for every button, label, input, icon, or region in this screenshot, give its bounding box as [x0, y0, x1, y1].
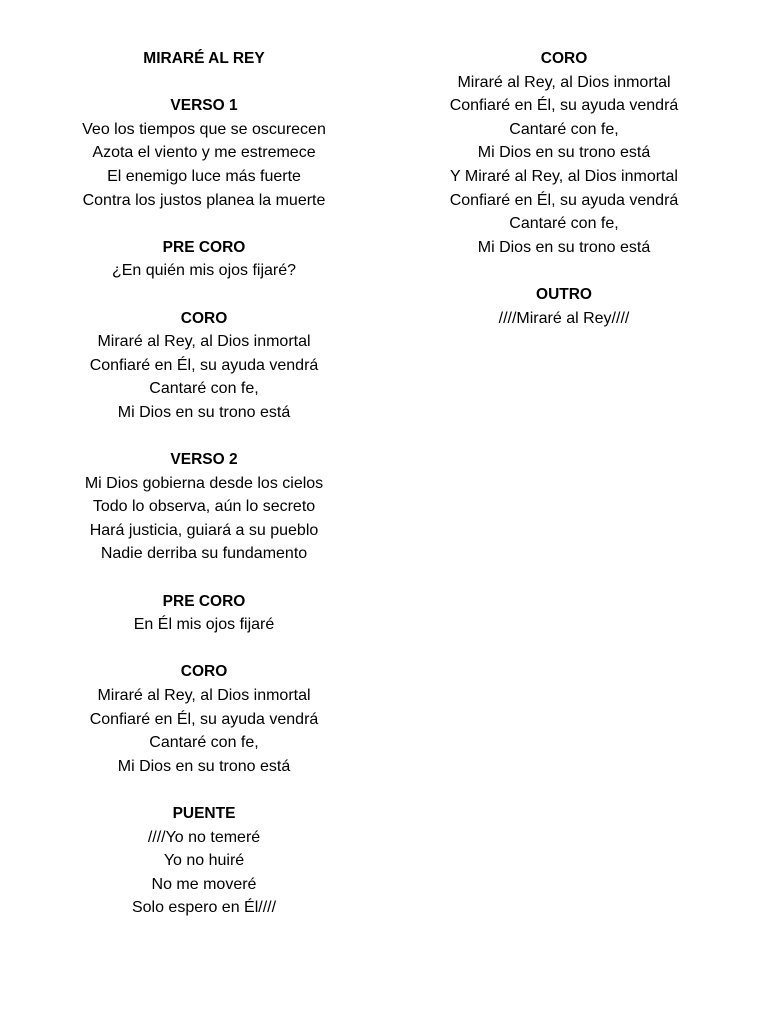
spacer [54, 71, 354, 95]
left-column [54, 47, 354, 920]
lyric-line: Solo espero en Él//// [131, 899, 277, 917]
lyric-line: Confiaré en Él, su ayuda vendrá [449, 191, 679, 209]
spacer [54, 425, 354, 449]
section-coro-1 [54, 307, 354, 425]
lyric-line: Cantaré con fe, [509, 215, 619, 233]
section-heading: CORO [180, 663, 228, 681]
spacer [54, 212, 354, 236]
lyric-line: Azota el viento y me estremece [92, 144, 316, 162]
lyric-line: ¿En quién mis ojos fijaré? [111, 262, 297, 280]
section-pre-coro-2 [54, 590, 354, 637]
lyric-line: Cantaré con fe, [149, 380, 259, 398]
section-coro-2 [54, 660, 354, 778]
section-heading: VERSO 2 [170, 451, 238, 469]
spacer [54, 283, 354, 307]
lyric-line: Miraré al Rey, al Dios inmortal [457, 73, 671, 91]
lyric-line: Mi Dios en su trono está [477, 144, 651, 162]
right-column [414, 47, 714, 330]
section-heading: PUENTE [172, 805, 236, 822]
section-coro-3 [414, 47, 714, 259]
section-heading: VERSO 1 [170, 97, 238, 115]
lyric-line: ////Miraré al Rey//// [498, 309, 630, 327]
spacer [54, 566, 354, 590]
section-outro [414, 283, 714, 330]
section-heading: OUTRO [536, 285, 592, 303]
lyric-line: Confiaré en Él, su ayuda vendrá [449, 97, 679, 115]
song-title: MIRARÉ AL REY [143, 50, 265, 67]
lyric-line: Cantaré con fe, [149, 734, 259, 752]
lyric-line: Mi Dios en su trono está [117, 757, 291, 775]
lyric-line: Yo no huiré [163, 852, 245, 870]
lyric-line: Hará justicia, guiará a su pueblo [89, 521, 319, 539]
section-pre-coro-1 [54, 236, 354, 283]
lyric-line: Contra los justos planea la muerte [82, 191, 326, 209]
section-verso-1 [54, 94, 354, 212]
lyric-line: En Él mis ojos fijaré [133, 616, 275, 634]
section-heading: PRE CORO [162, 592, 246, 610]
lyric-line: Mi Dios en su trono está [477, 238, 651, 256]
spacer [54, 637, 354, 661]
spacer [54, 778, 354, 802]
lyric-line: Veo los tiempos que se oscurecen [82, 120, 326, 138]
lyric-line: Nadie derriba su fundamento [100, 545, 308, 563]
section-puente [54, 802, 354, 920]
lyric-line: No me moveré [151, 875, 257, 893]
section-verso-2 [54, 448, 354, 566]
lyric-line: Miraré al Rey, al Dios inmortal [97, 687, 311, 705]
lyric-line: El enemigo luce más fuerte [107, 167, 301, 185]
section-heading: CORO [180, 309, 228, 327]
lyric-line: Mi Dios en su trono está [117, 403, 291, 421]
section-heading: PRE CORO [162, 238, 246, 256]
lyric-line: Confiaré en Él, su ayuda vendrá [89, 710, 319, 728]
lyric-line: Y Miraré al Rey, al Dios inmortal [450, 167, 678, 185]
spacer [414, 259, 714, 283]
lyric-line: Confiaré en Él, su ayuda vendrá [89, 356, 319, 374]
lyric-line: Cantaré con fe, [509, 120, 619, 138]
lyric-line: Miraré al Rey, al Dios inmortal [97, 333, 311, 351]
lyric-line: Mi Dios gobierna desde los cielos [84, 474, 324, 492]
lyric-line: Todo lo observa, aún lo secreto [92, 498, 316, 516]
section-heading: CORO [540, 50, 588, 67]
lyric-line: ////Yo no temeré [147, 828, 261, 846]
